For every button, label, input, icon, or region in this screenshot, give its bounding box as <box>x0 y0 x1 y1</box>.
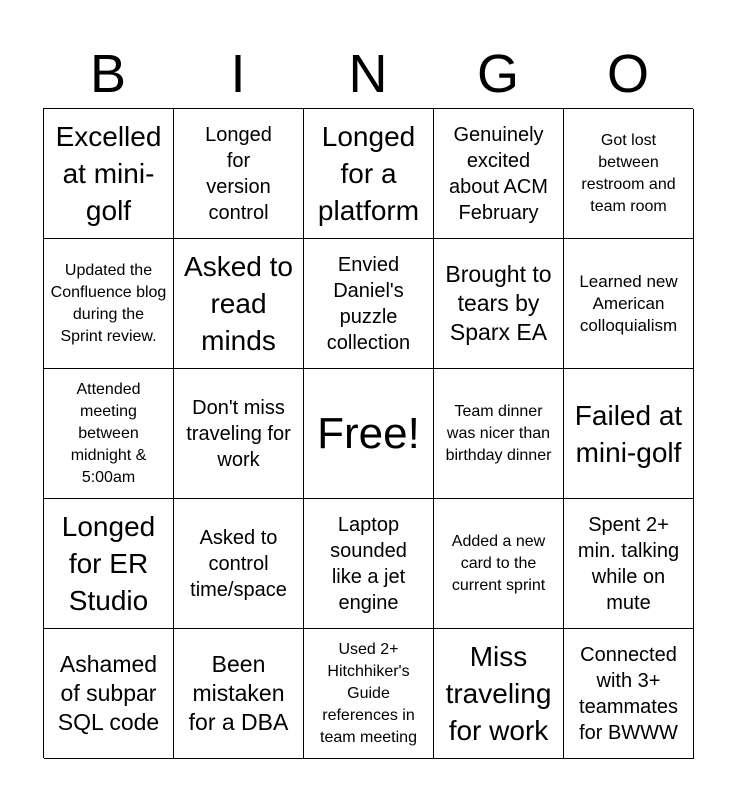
bingo-header <box>43 40 693 108</box>
bingo-board <box>43 108 693 758</box>
bingo-cell-r1c5[interactable] <box>564 109 694 239</box>
bingo-cell-text: Attended meeting between midnight & 5:00am <box>70 380 147 486</box>
bingo-cell-text: Added a new card to the current sprint <box>451 532 546 594</box>
bingo-cell-text: Ashamed of subpar SQL code <box>57 651 160 735</box>
bingo-cell-r3c5[interactable] <box>564 369 694 499</box>
header-letter-o: O <box>606 44 649 104</box>
bingo-cell-r4c3[interactable] <box>304 499 434 629</box>
bingo-cell-text: Longed for ER Studio <box>61 511 156 616</box>
bingo-cell-text: Asked to read minds <box>184 251 293 356</box>
bingo-cell-text: Longed for a platform <box>317 121 420 226</box>
bingo-cell-r5c2[interactable] <box>174 629 304 759</box>
header-letter-g: G <box>476 44 519 104</box>
bingo-cell-r5c3[interactable] <box>304 629 434 759</box>
bingo-cell-r3c4[interactable] <box>434 369 564 499</box>
bingo-cell-r1c4[interactable] <box>434 109 564 239</box>
bingo-cell-r1c1[interactable] <box>44 109 174 239</box>
header-letter-b: B <box>89 44 127 104</box>
bingo-cell-text: Excelled at mini-golf <box>55 121 162 226</box>
bingo-cell-r4c4[interactable] <box>434 499 564 629</box>
bingo-cell-text: Failed at mini-golf <box>574 399 683 468</box>
bingo-cell-text: Envied Daniel's puzzle collection <box>326 253 411 354</box>
bingo-cell-text: Been mistaken for a DBA <box>188 651 289 735</box>
bingo-cell-r4c5[interactable] <box>564 499 694 629</box>
bingo-cell-text: Spent 2+ min. talking while on mute <box>577 513 680 614</box>
bingo-cell-text: Learned new American colloquialism <box>579 271 678 335</box>
bingo-cell-r5c5[interactable] <box>564 629 694 759</box>
header-letter-i: I <box>230 44 246 104</box>
bingo-cell-text: Used 2+ Hitchhiker's Guide references in team meeting <box>320 640 417 746</box>
bingo-cell-r5c1[interactable] <box>44 629 174 759</box>
bingo-cell-r3c2[interactable] <box>174 369 304 499</box>
bingo-cell-r2c5[interactable] <box>564 239 694 369</box>
header-letter-n: N <box>348 44 388 104</box>
bingo-cell-text: Don't miss traveling for work <box>186 396 291 471</box>
bingo-cell-r2c1[interactable] <box>44 239 174 369</box>
bingo-cell-text: Team dinner was nicer than birthday dinner <box>445 402 552 464</box>
bingo-cell-r4c1[interactable] <box>44 499 174 629</box>
bingo-cell-text: Asked to control time/space <box>190 526 287 601</box>
bingo-cell-text: Brought to tears by Sparx EA <box>445 261 552 345</box>
bingo-cell-text: Genuinely excited about ACM February <box>449 123 548 224</box>
bingo-cell-r4c2[interactable] <box>174 499 304 629</box>
bingo-cell-r2c4[interactable] <box>434 239 564 369</box>
bingo-cell-r3c3-free[interactable] <box>304 369 434 499</box>
free-space-text: Free! <box>317 408 420 458</box>
bingo-cell-text: Got lost between restroom and team room <box>581 131 676 215</box>
bingo-cell-text: Connected with 3+ teammates for BWWW <box>579 643 678 744</box>
bingo-cell-text: Updated the Confluence blog during the Sprint review. <box>50 261 167 345</box>
bingo-cell-r3c1[interactable] <box>44 369 174 499</box>
bingo-cell-r5c4[interactable] <box>434 629 564 759</box>
bingo-cell-text: Laptop sounded like a jet engine <box>330 513 407 614</box>
bingo-cell-r2c3[interactable] <box>304 239 434 369</box>
bingo-cell-r1c3[interactable] <box>304 109 434 239</box>
bingo-cell-text: Longed for version control <box>205 123 272 224</box>
bingo-cell-r1c2[interactable] <box>174 109 304 239</box>
bingo-cell-text: Miss traveling for work <box>445 641 552 746</box>
bingo-cell-r2c2[interactable] <box>174 239 304 369</box>
